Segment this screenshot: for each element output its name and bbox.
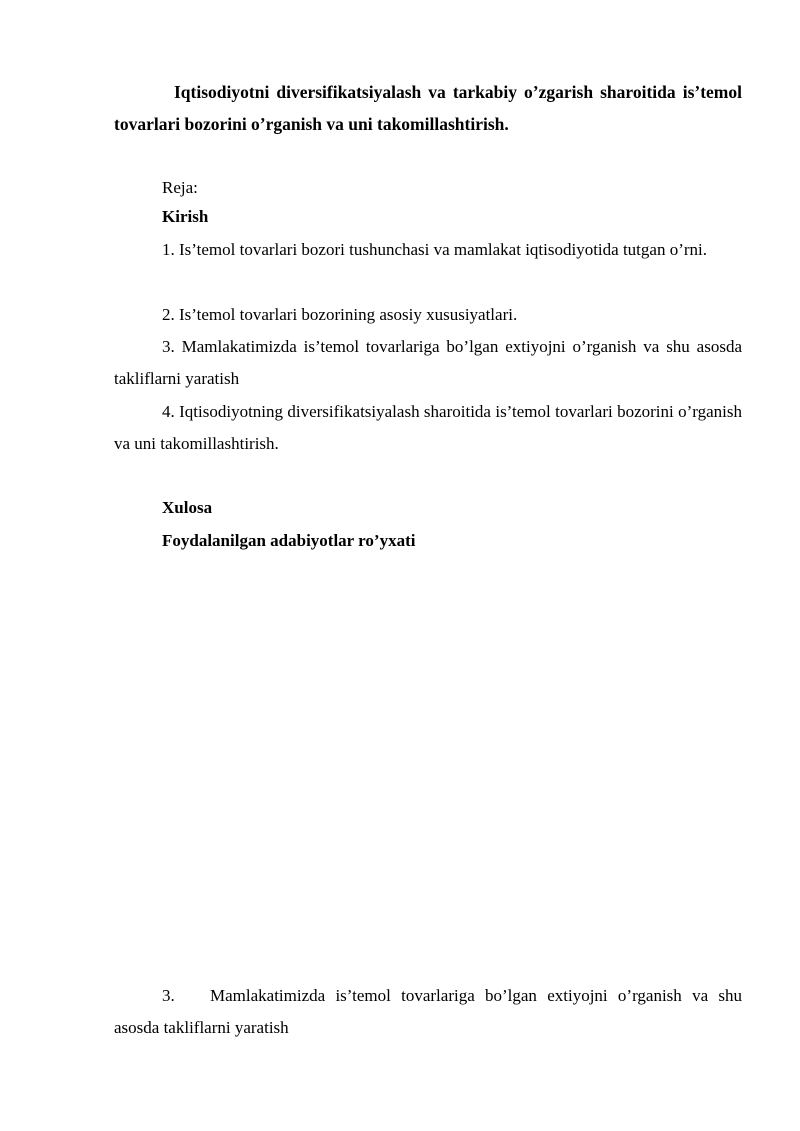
- plan-item-3: 3. Mamlakatimizda is’temol tovarlariga bo’lgan extiyojni o’rganish va shu asosda takliflarni yaratish: [114, 337, 742, 388]
- section-heading-text: Mamlakatimizda is’temol tovarlariga bo’lgan extiyojni o’rganish va shu asosda takliflarni yaratish: [114, 986, 742, 1037]
- document-title: Iqtisodiyotni diversifikatsiyalash va tarkabiy o’zgarish sharoitida is’temol tovarlari bozorini o’rganish va uni takomillashtirish.: [114, 82, 742, 134]
- section-heading: [114, 980, 742, 1044]
- section-number: 3.: [162, 986, 175, 1005]
- conclusion-label: Xulosa: [162, 498, 213, 517]
- plan-item-1: 1. Is’temol tovarlari bozori tushunchasi va mamlakat iqtisodiyotida tutgan o’rni.: [162, 240, 707, 259]
- intro-label: Kirish: [162, 207, 209, 226]
- references-label: Foydalanilgan adabiyotlar ro’yxati: [162, 531, 416, 550]
- plan-label: Reja:: [162, 178, 198, 197]
- plan-item-2: 2. Is’temol tovarlari bozorining asosiy xususiyatlari.: [162, 305, 518, 324]
- plan-item-4: 4. Iqtisodiyotning diversifikatsiyalash sharoitida is’temol tovarlari bozorini o’rganish va uni takomillashtirish.: [114, 402, 742, 453]
